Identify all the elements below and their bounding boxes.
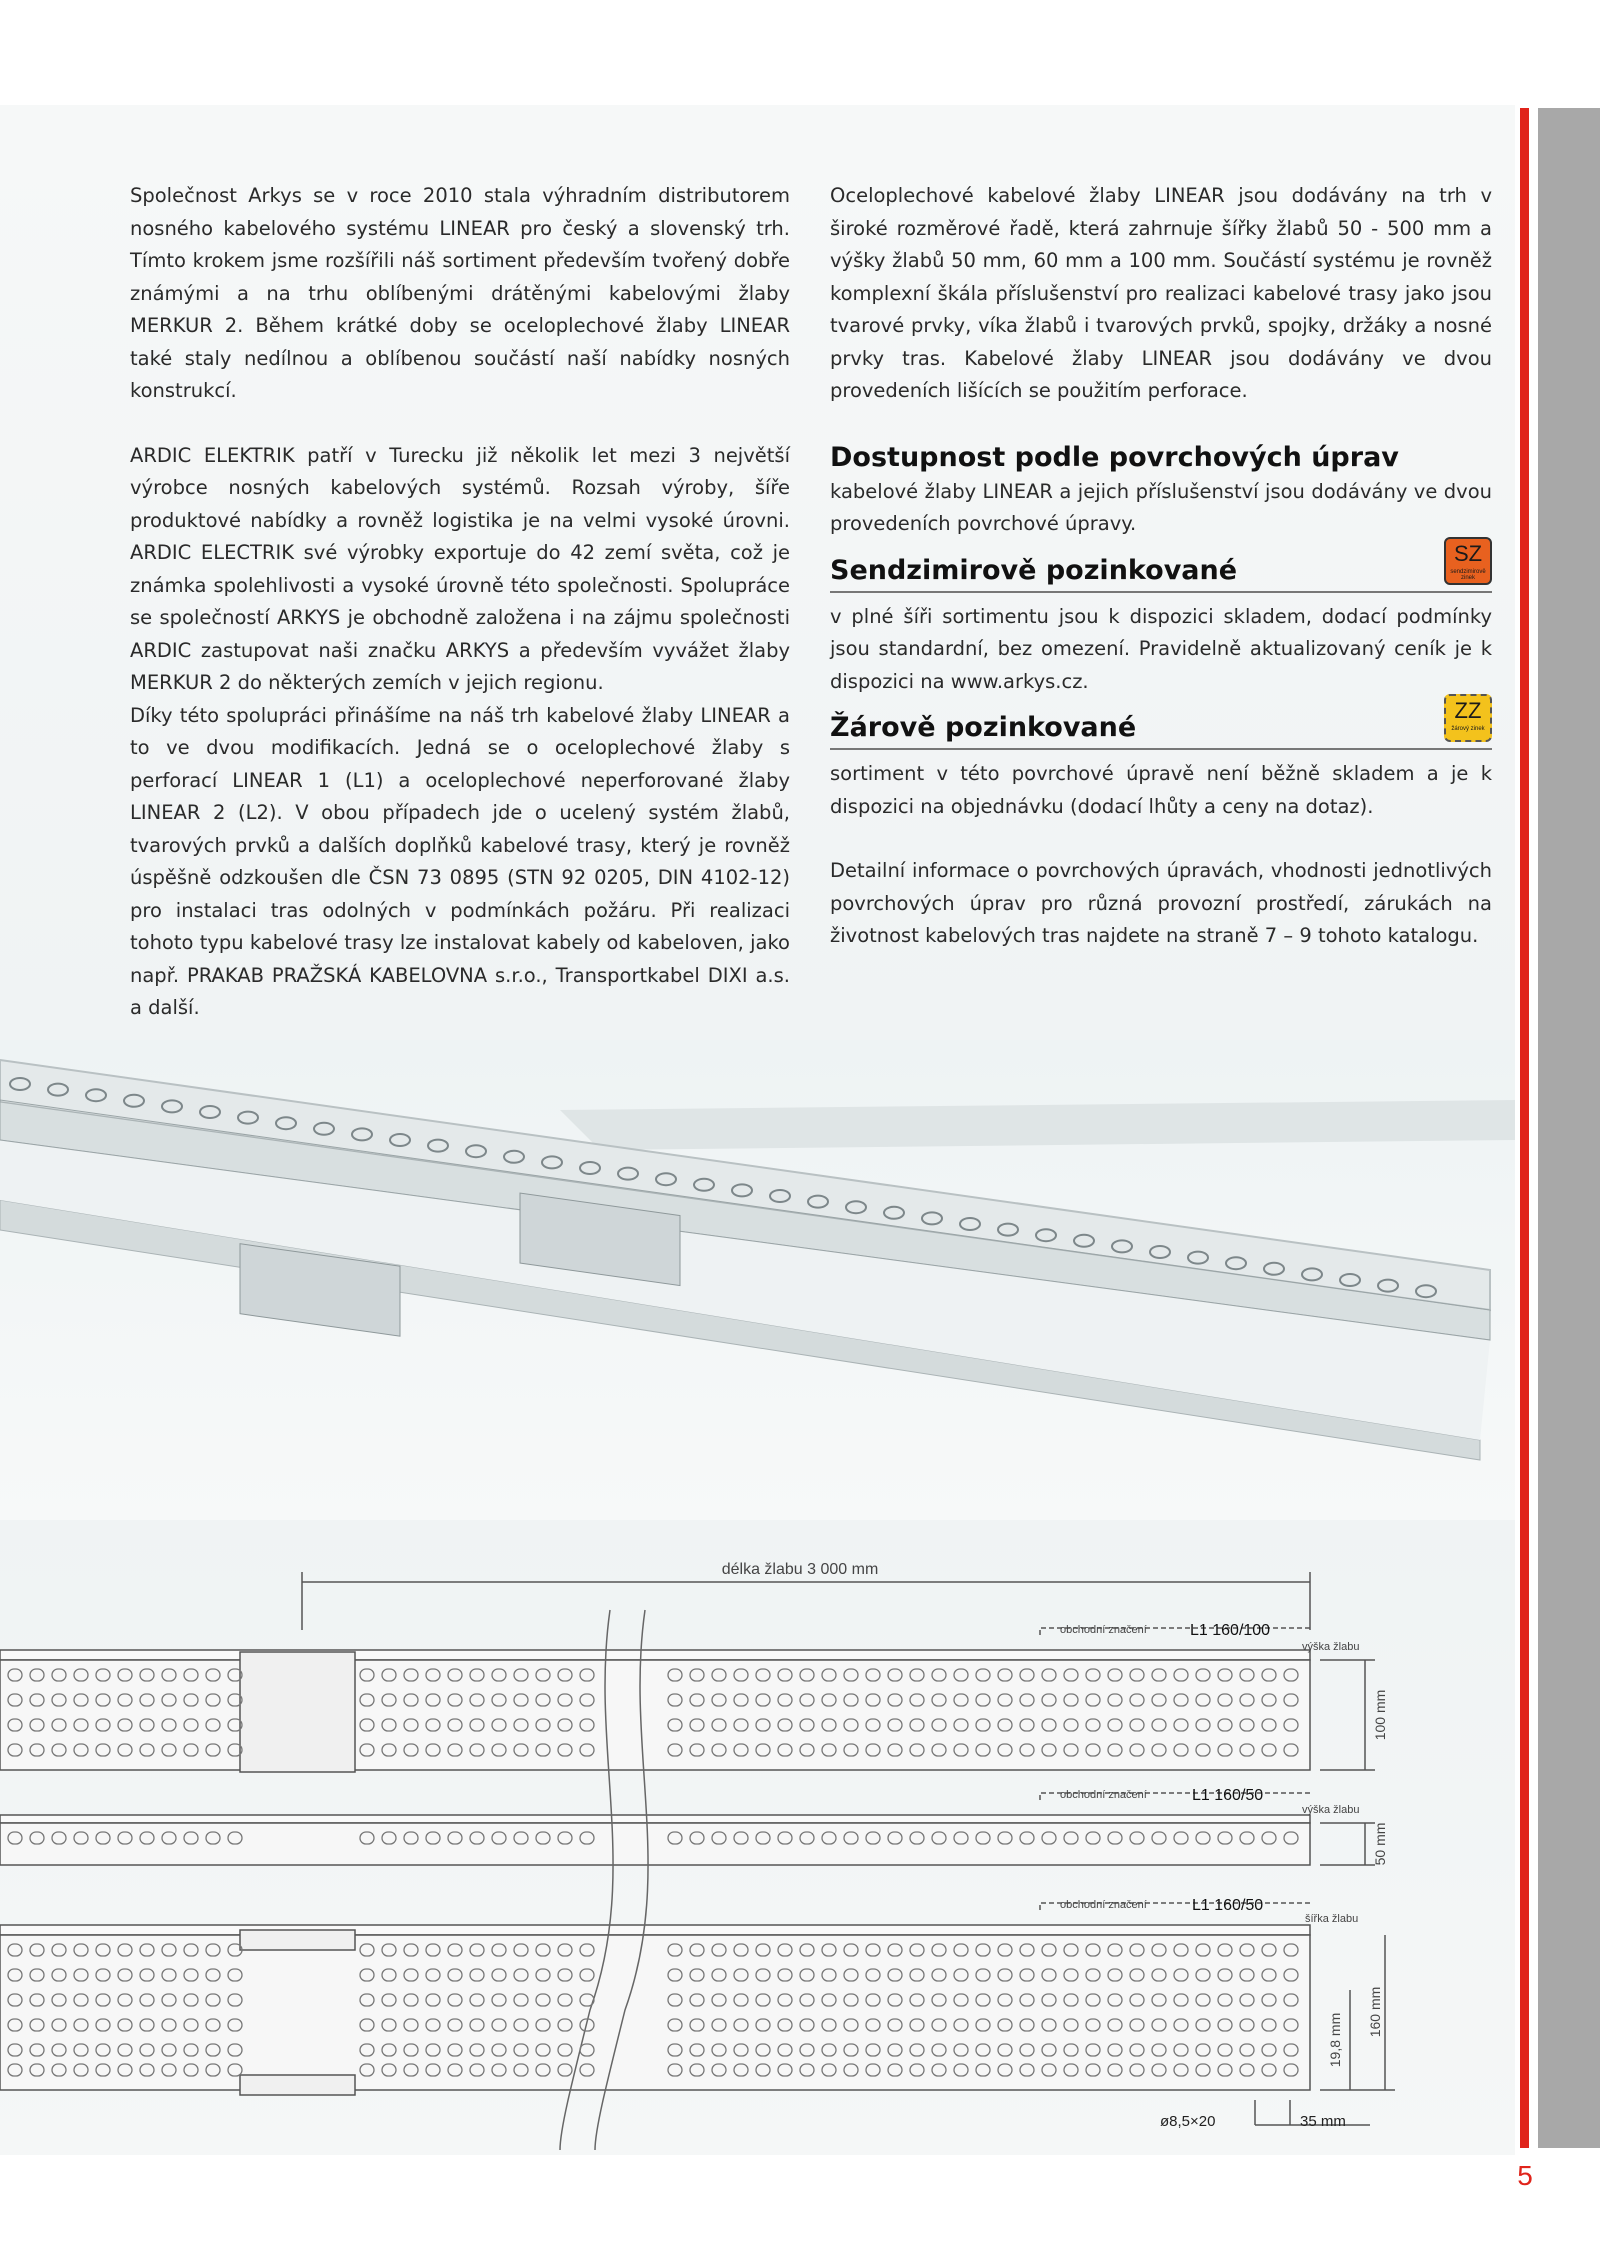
paragraph-ardic: ARDIC ELEKTRIK patří v Turecku již několik let mezi 3 největší výrobce nosných kabelových systémů. Rozsah výroby, šíře produktové nabídky a rovněž logistika je na velmi vysoké úrovni. ARDIC ELECTRIK své výrobky exportuje do 42 zemí světa, což je známka spolehlivosti a vysoké úrovně této společnosti. Spolupráce se společností ARKYS je obchodně založena i na zájmu společnosti ARDIC zastupovat naši značku ARKYS a především vyvážet žlaby MERKUR 2 do některých zemích v jejich regionu.: [130, 443, 790, 694]
sz-badge-icon: [1444, 537, 1492, 585]
tray3-code: L1 160/50: [1192, 1897, 1264, 1914]
paragraph-cooperation: Díky této spolupráci přinášíme na náš trh kabelové žlaby LINEAR a to ve dvou modifikacích. Jedná se o oceloplechové žlaby s perforací LINEAR 1 (L1) a oceloplechové neperforované žlaby LINEAR 2 (L2). V obou případech jde o ucelený systém žlabů, tvarových prvků a dalších doplňků kabelové trasy, který je rovněž úspěšně odzkoušen dle ČSN 73 0895 (STN 92 0205, DIN 4102-12) pro instalaci tras odolných v podmínkách požáru. Při realizaci tohoto typu kabelové trasy lze instalovat kabely od kabeloven, jako např. PRAKAB PRAŽSKÁ KABELOVNA s.r.o., Transportkabel DIXI a.s. a další.: [130, 703, 790, 1019]
sz-badge-sub: sendzimirově zinek: [1450, 568, 1486, 581]
height-label-1: výška žlabu: [1302, 1641, 1360, 1653]
availability-text: kabelové žlaby LINEAR a jejich příslušenství jsou dodávány ve dvou provedeních povrchové úpravy.: [830, 479, 1492, 535]
detail-text: Detailní informace o povrchových úpravách, vhodnosti jednotlivých povrchových úprav pro různá provozní prostředí, zárukách na životnost kabelových tras najdete na straně 7 – 9 tohoto katalogu.: [830, 859, 1492, 947]
tray3-width-dim: 160 mm: [1367, 1986, 1383, 2038]
left-text-column: [130, 180, 790, 1057]
paragraph-arkys-intro: Společnost Arkys se v roce 2010 stala výhradním distributorem nosného kabelového systému LINEAR pro český a slovenský trh. Tímto krokem jsme rozšířili náš sortiment především tvořený dobře známými a na trhu oblíbenými drátěnými kabelovými žlaby MERKUR 2. Během krátké doby se oceloplechové žlaby LINEAR také staly nedílnou a oblíbenou součástí naší nabídky nosných konstrukcí.: [130, 184, 790, 402]
cable-tray-photo: [0, 1040, 1515, 1520]
tray2-code: L1 160/50: [1192, 1787, 1264, 1804]
page-number: 5: [1517, 2160, 1533, 2191]
length-label: délka žlabu 3 000 mm: [721, 1561, 879, 1578]
hole-label: ø8,5×20: [1160, 2113, 1216, 2130]
side-gray-bar: [1538, 108, 1600, 2148]
trade-mark-label-2: obchodní značení: [1060, 1789, 1147, 1801]
right-text-column: [830, 180, 1492, 985]
width-label: šířka žlabu: [1305, 1913, 1359, 1925]
zz-badge-icon: [1444, 694, 1492, 742]
trade-mark-label-3: obchodní značení: [1060, 1899, 1147, 1911]
sz-section-header: [830, 540, 1492, 593]
pitch-label: 35 mm: [1300, 2113, 1346, 2130]
sz-text: v plné šíři sortimentu jsou k dispozici skladem, dodací podmínky jsou standardní, bez omezení. Pravidelně aktualizovaný ceník je k dispozici na www.arkys.cz.: [830, 604, 1492, 693]
height-label-2: výška žlabu: [1302, 1804, 1360, 1816]
tray1-code: L1 160/100: [1190, 1622, 1271, 1639]
tray-technical-drawing: [0, 1550, 1515, 2150]
tray2-height-dim: 50 mm: [1372, 1822, 1388, 1866]
zz-section-header: [830, 698, 1492, 750]
zz-badge-sub: žárový zinek: [1451, 726, 1485, 732]
tray1-height-dim: 100 mm: [1372, 1689, 1388, 1741]
tray3-depth-dim: 19,8 mm: [1327, 2012, 1343, 2068]
zz-badge-code: ZZ: [1454, 698, 1482, 723]
sz-badge-code: SZ: [1453, 540, 1483, 566]
sz-heading: Sendzimirově pozinkované: [830, 554, 1238, 586]
accent-red-bar: [1520, 108, 1529, 2148]
zz-text: sortiment v této povrchové úpravě není běžně skladem a je k dispozici na objednávku (dodací lhůty a ceny na dotaz).: [830, 762, 1492, 818]
trade-mark-label-1: obchodní značení: [1060, 1624, 1147, 1636]
paragraph-linear-intro: Oceloplechové kabelové žlaby LINEAR jsou dodávány na trh v široké rozměrové řadě, která zahrnuje šířky žlabů 50 - 500 mm a výšky žlabů 50 mm, 60 mm a 100 mm. Součástí systému je rovněž komplexní škála příslušenství pro realizaci kabelové trasy jako jsou tvarové prvky, víka žlabů i tvarových prvků, spojky, držáky a nosné prvky tras. Kabelové žlaby LINEAR jsou dodávány ve dvou provedeních lišících se použitím perforace.: [830, 184, 1492, 402]
zz-heading: Žárově pozinkované: [830, 712, 1137, 743]
availability-heading: Dostupnost podle povrchových úprav: [830, 441, 1399, 473]
